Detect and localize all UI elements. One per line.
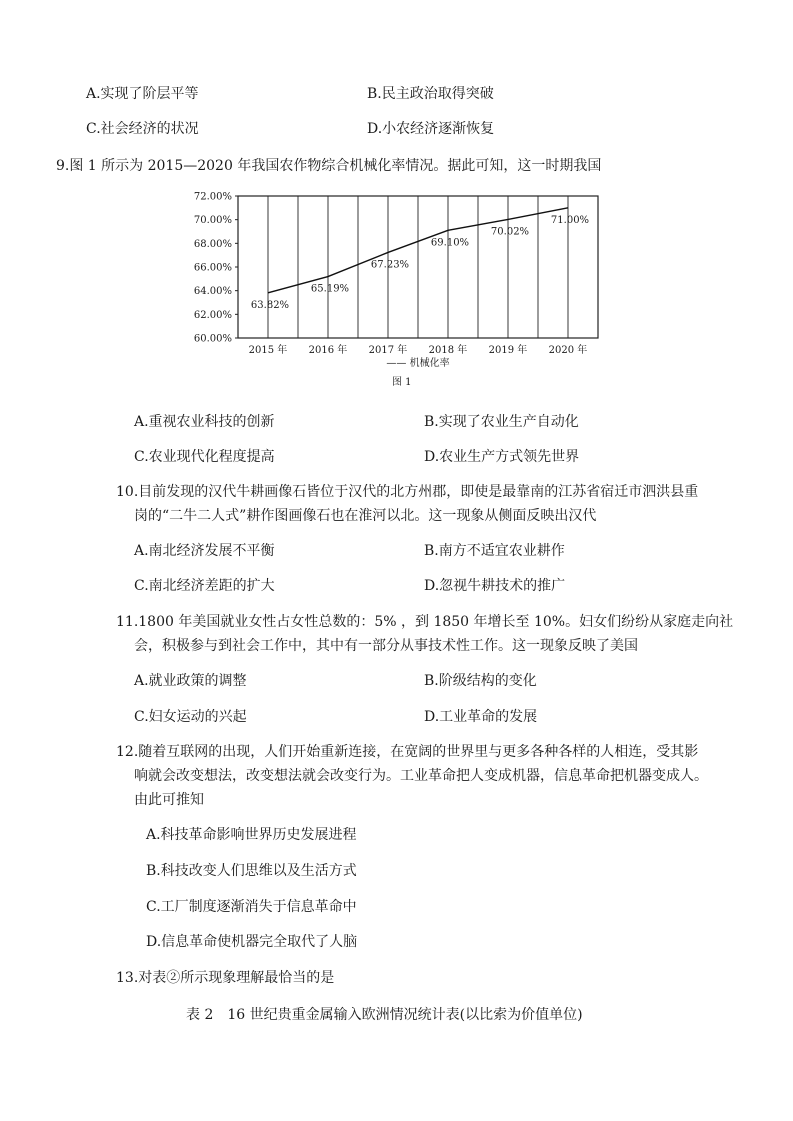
q12-option-a: A.科技革命影响世界历史发展进程 bbox=[146, 827, 357, 843]
q11-option-b: B.阶级结构的变化 bbox=[424, 673, 537, 689]
q12-stem-line1: 12.随着互联网的出现，人们开始重新连接，在宽阔的世界里与更多各种各样的人相连，受其影 bbox=[116, 744, 699, 760]
x-tick-label-5: 2020 年 bbox=[548, 345, 588, 356]
mechanization-rate-line-chart bbox=[180, 186, 620, 396]
y-tick-label-3: 66.00% bbox=[193, 262, 232, 274]
data-label-1: 65.19% bbox=[310, 283, 350, 295]
chart-gridlines bbox=[268, 196, 568, 338]
q11-option-d: D.工业革命的发展 bbox=[424, 709, 538, 725]
x-tick-label-1: 2016 年 bbox=[308, 345, 348, 356]
q10-option-a: A.南北经济发展不平衡 bbox=[134, 543, 275, 559]
y-tick-label-4: 68.00% bbox=[193, 238, 232, 250]
chart-legend: —— 机械化率 bbox=[386, 358, 450, 369]
q12-option-c: C.工厂制度逐渐消失于信息革命中 bbox=[146, 899, 357, 915]
q10-stem-line1: 10.目前发现的汉代牛耕画像石皆位于汉代的北方州郡，即使是最靠南的江苏省宿迁市泗洪县重 bbox=[116, 484, 699, 500]
q11-stem-line1: 11.1800 年美国就业女性占女性总数的：5% ，到 1850 年增长至 10%。妇女们纷纷从家庭走向社 bbox=[116, 614, 734, 630]
x-tick-label-2: 2017 年 bbox=[368, 345, 408, 356]
q9-option-a: A.重视农业科技的创新 bbox=[134, 414, 275, 430]
q12-option-b: B.科技改变人们思维以及生活方式 bbox=[146, 863, 357, 879]
q11-option-a: A.就业政策的调整 bbox=[134, 673, 247, 689]
table-2-caption: 表 2 16 世纪贵重金属输入欧洲情况统计表(以比索为价值单位) bbox=[186, 1007, 583, 1023]
q9-option-d: D.农业生产方式领先世界 bbox=[424, 449, 580, 465]
y-tick-label-0: 60.00% bbox=[193, 333, 232, 345]
q9-option-b: B.实现了农业生产自动化 bbox=[424, 414, 579, 430]
chart-x-axis bbox=[249, 343, 588, 356]
q9-option-c: C.农业现代化程度提高 bbox=[134, 449, 275, 465]
q12-option-d: D.信息革命使机器完全取代了人脑 bbox=[146, 934, 358, 950]
data-label-3: 69.10% bbox=[430, 237, 470, 249]
q13-stem: 13.对表②所示现象理解最恰当的是 bbox=[116, 970, 335, 986]
q8-option-b: B.民主政治取得突破 bbox=[367, 86, 494, 102]
data-label-2: 67.23% bbox=[370, 259, 410, 271]
q11-stem-line2: 会，积极参与到社会工作中，其中有一部分从事技术性工作。这一现象反映了美国 bbox=[134, 638, 638, 654]
q8-option-d: D.小农经济逐渐恢复 bbox=[367, 121, 495, 137]
q9-stem: 9.图 1 所示为 2015—2020 年我国农作物综合机械化率情况。据此可知，这一时期我国 bbox=[56, 158, 602, 174]
q8-option-a: A.实现了阶层平等 bbox=[86, 86, 199, 102]
y-tick-label-6: 72.00% bbox=[193, 191, 232, 203]
data-label-4: 70.02% bbox=[490, 226, 530, 238]
q12-stem-line2: 响就会改变想法，改变想法就会改变行为。工业革命把人变成机器，信息革命把机器变成人。 bbox=[134, 768, 708, 784]
q12-stem-line3: 由此可推知 bbox=[134, 792, 204, 808]
figure-caption: 图 1 bbox=[392, 377, 412, 388]
x-tick-label-4: 2019 年 bbox=[488, 345, 528, 356]
y-tick-label-2: 64.00% bbox=[193, 286, 232, 298]
q10-stem-line2: 岗的“二牛二人式”耕作图画像石也在淮河以北。这一现象从侧面反映出汉代 bbox=[134, 508, 597, 524]
chart-y-axis bbox=[194, 192, 238, 345]
y-tick-label-5: 70.00% bbox=[193, 215, 232, 227]
q10-option-b: B.南方不适宜农业耕作 bbox=[424, 543, 565, 559]
q11-option-c: C.妇女运动的兴起 bbox=[134, 709, 247, 725]
x-tick-label-0: 2015 年 bbox=[248, 345, 288, 356]
q10-option-c: C.南北经济差距的扩大 bbox=[134, 578, 275, 594]
y-tick-label-1: 62.00% bbox=[193, 309, 232, 321]
q10-option-d: D.忽视牛耕技术的推广 bbox=[424, 578, 566, 594]
data-label-5: 71.00% bbox=[550, 214, 590, 226]
q8-option-c: C.社会经济的状况 bbox=[86, 121, 199, 137]
data-label-0: 63.82% bbox=[250, 299, 290, 311]
x-tick-label-3: 2018 年 bbox=[428, 345, 468, 356]
